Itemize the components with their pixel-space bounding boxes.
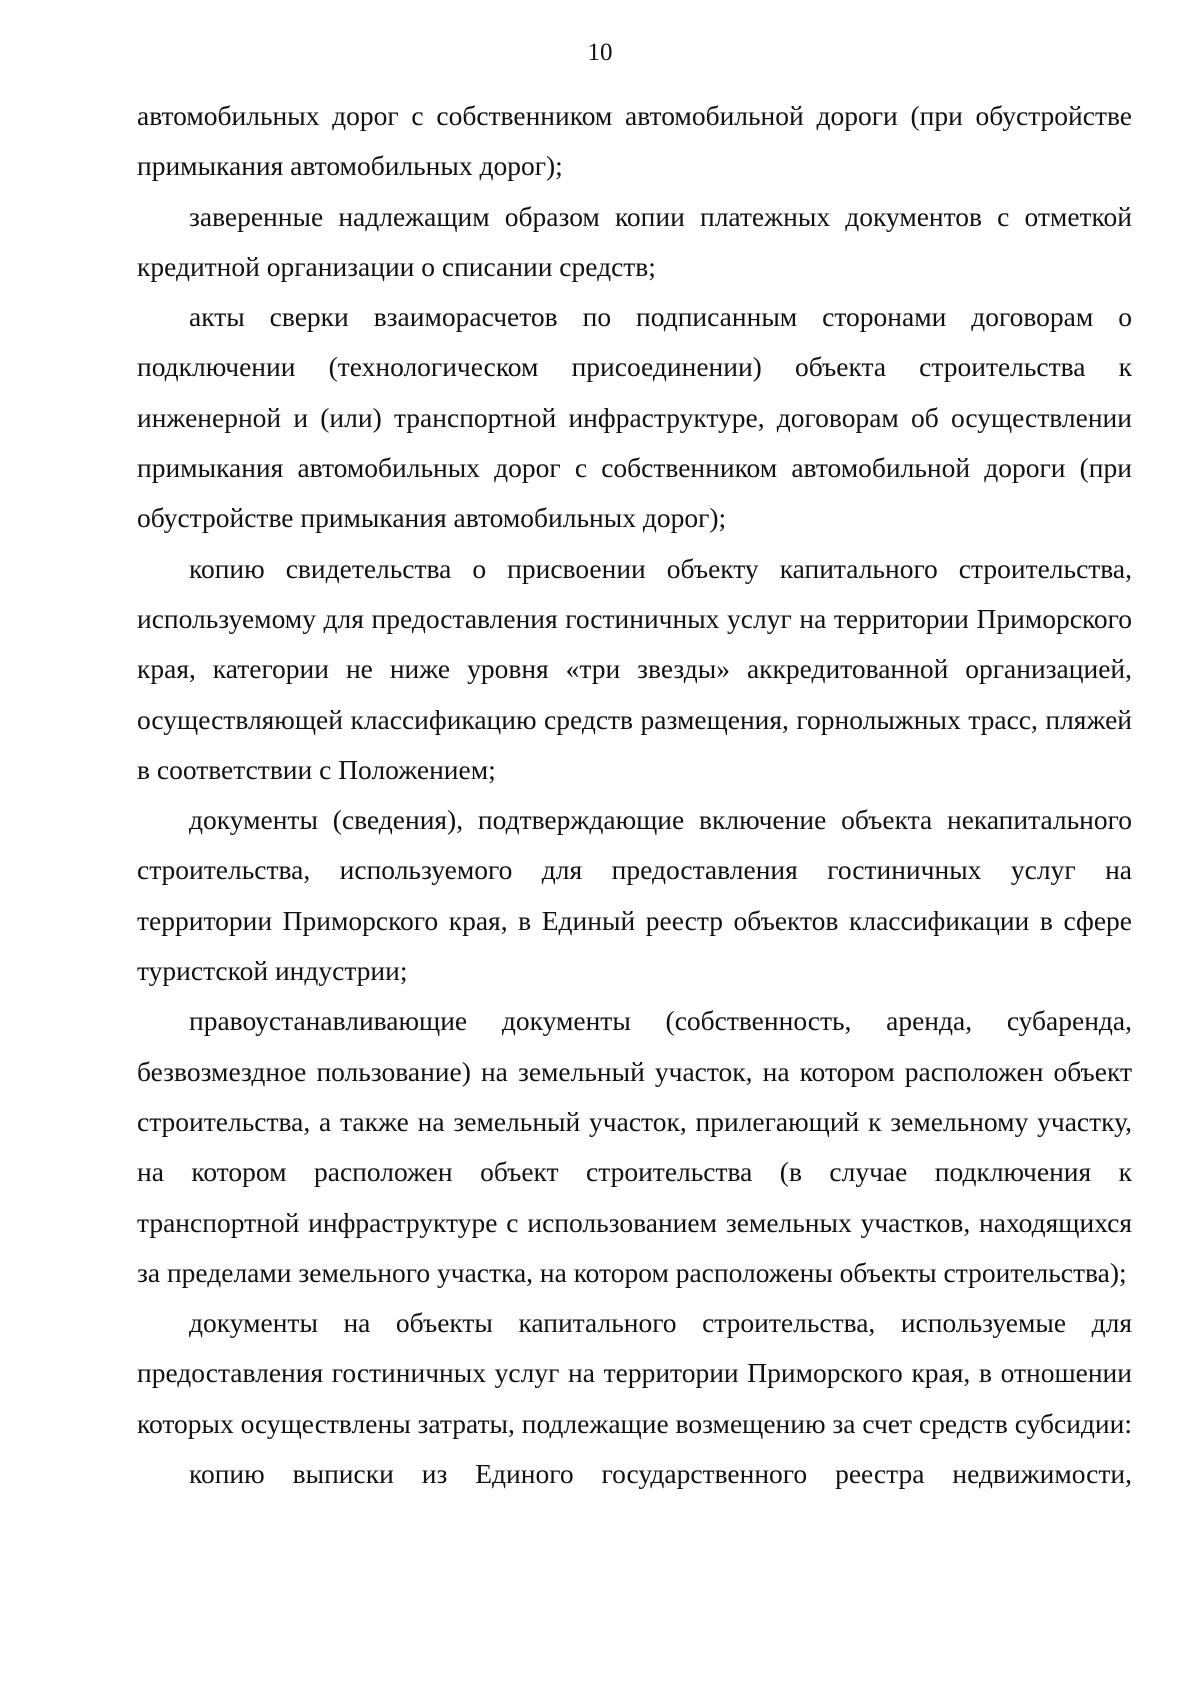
document-body [137,91,1132,1499]
paragraph-1: автомобильных дорог с собственником автомобильной дороги (при обустройстве примыкания автомобильных дорог); [137,100,1132,182]
paragraph-6: правоустанавливающие документы (собственность, аренда, субаренда, безвозмездное пользование) на земельный участок, на котором расположен объект строительства, а также на земельный участок, прилегающий к земельному участку, на котором расположен объект строительства (в случае подключения к транспортной инфраструктуре с использованием земельных участков, находящихся за пределами земельного участка, на котором расположены объекты строительства); [137,1005,1132,1288]
paragraph-2: заверенные надлежащим образом копии платежных документов с отметкой кредитной организации о списании средств; [137,200,1132,282]
paragraph-7: документы на объекты капитального строительства, используемые для предоставления гостиничных услуг на территории Приморского края, в отношении которых осуществлены затраты, подлежащие возмещению за счет средств субсидии: [137,1307,1132,1439]
page-number: 10 [587,39,613,66]
paragraph-4: копию свидетельства о присвоении объекту капитального строительства, используемому для предоставления гостиничных услуг на территории Приморского края, категории не ниже уровня «три звезды» аккредитованной организацией, осуществляющей классификацию средств размещения, горнолыжных трасс, пляжей в соответствии с Положением; [137,552,1132,785]
paragraph-8: копию выписки из Единого государственного реестра недвижимости, [189,1458,1132,1490]
paragraph-5: документы (сведения), подтверждающие включение объекта некапитального строительства, используемого для предоставления гостиничных услуг на территории Приморского края, в Единый реестр объектов классификации в сфере туристской индустрии; [137,804,1132,987]
paragraph-3: акты сверки взаиморасчетов по подписанным сторонами договорам о подключении (технологическом присоединении) объекта строительства к инженерной и (или) транспортной инфраструктуре, договорам об осуществлении примыкания автомобильных дорог с собственником автомобильной дороги (при обустройстве примыкания автомобильных дорог); [137,301,1132,534]
